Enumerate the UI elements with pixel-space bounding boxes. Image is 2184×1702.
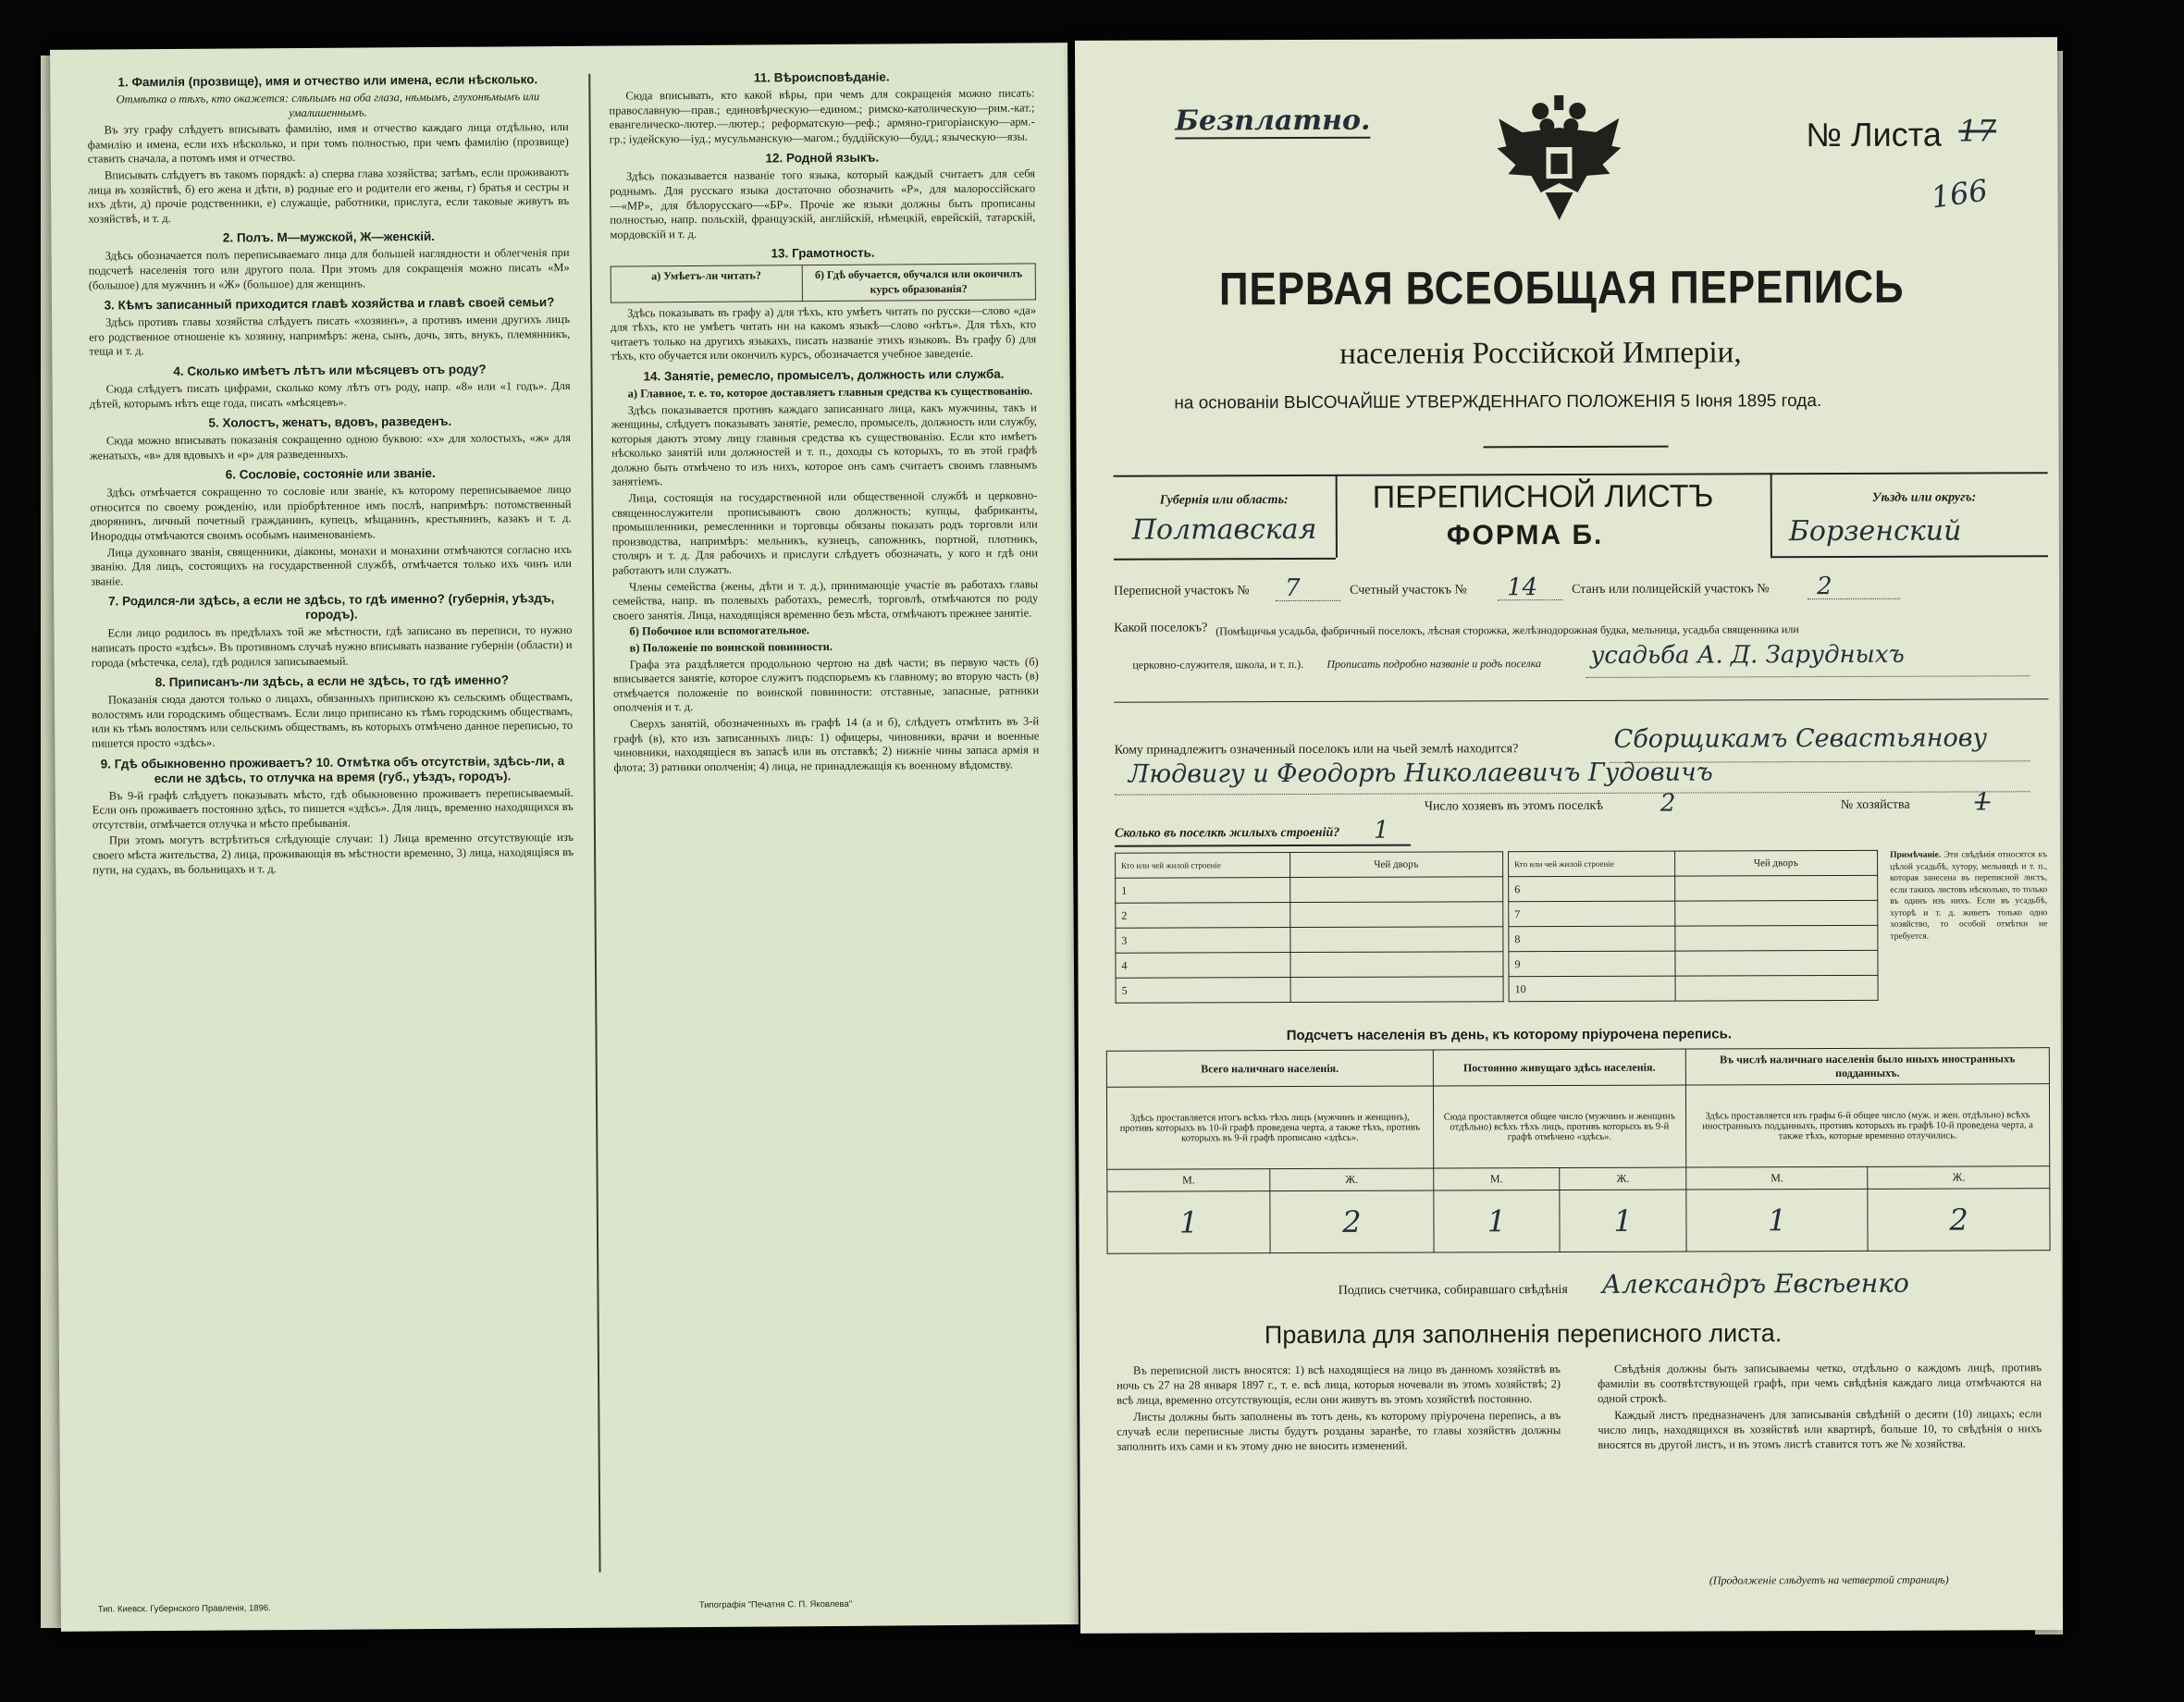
section-heading: 3. Кѣмъ записанный приходится главѣ хозяйства и главѣ своей семьи? — [104, 295, 555, 313]
rule — [1114, 558, 1336, 560]
paragraph: При этомъ могутъ встрѣтиться слѣдующіе случаи: 1) Лица временно отсутствующіе изъ своего мѣста жительства, 2) лица, проживающія въ мѣстности временно, 3) лица, находящіяся въ пути, на судахъ, въ больницахъ и т. д. — [93, 831, 574, 877]
rules-column-2 — [1598, 1360, 2042, 1454]
paragraph: Сюда слѣдуетъ писать цифрами, сколько кому лѣтъ отъ роду, напр. «8» или «1 годъ». Для дѣтей, которымъ нѣтъ еще года, писать «мѣсяцевъ». — [89, 378, 571, 411]
rule — [1336, 475, 1338, 558]
tally-col1-text: Здѣсь проставляется итогъ всѣхъ тѣхъ лицъ (мужчинъ и женщинъ), противъ которыхъ въ 10-й графѣ проведена черта, а также тѣхъ, противъ которыхъ въ 9-й графѣ прописано «здѣсь». — [1106, 1086, 1433, 1169]
tally-col3-text: Здѣсь проставляется изъ графы 6-й общее число (муж. и жен. отдѣльно) всѣхъ иностранныхъ подданныхъ, противъ которыхъ въ графѣ 10-й проведена черта, а также тѣхъ, которые временно отлучились. — [1685, 1084, 2049, 1167]
fill-line — [1115, 791, 2030, 795]
sheet-number-value: 17 — [1958, 113, 1997, 149]
table-row: 6 — [1509, 876, 1675, 902]
tally-title: Подсчетъ населенія въ день, къ которому пріурочена перепись. — [1286, 1026, 1733, 1044]
rule — [1115, 845, 1411, 847]
paragraph: Здѣсь показывается названіе того языка, который каждый считаетъ для себя роднымъ. Для русскаго языка достаточно обозначить «Р», для малороссійскаго—«МР», для бѣлорусскаго—«БР». Прочіе же языки должны быть прописаны полностью, напр. польскій, французскій, англійскій, нѣмецкій, еврейскій, татарскій, мордовскій и т. д. — [610, 166, 1036, 241]
paragraph: в) Положеніе по воинской повинности. — [629, 639, 833, 655]
remark-box — [1890, 849, 2047, 943]
rule — [1771, 473, 1772, 556]
paragraph: Здѣсь показывается противъ каждаго записаннаго лица, какъ мужчины, такъ и женщины, слѣдуетъ показывать занятіе, ремесло, промыселъ, должность или службу, которыя даютъ этому лицу главныя средства къ существованію. Если кто имѣетъ нѣсколько занятій или должностей и т. п., доходы съ которыхъ, то въ этой графѣ должно быть отмѣчено то изъ нихъ, которое онъ самъ считаетъ своимъ главнымъ занятіемъ. — [611, 400, 1038, 489]
paragraph: Показанія сюда даются только о лицахъ, обязанныхъ припискою къ сельскимъ обществамъ, волостямъ или городскимъ обществамъ. Если лицо приписано къ тѣмъ городскимъ обществамъ, или къ тѣмъ волостямъ или сельскимъ обществамъ, въ которыхъ отмѣчено данное переписью, то пишется просто «здѣсь». — [92, 690, 574, 750]
section-heading: 8. Приписанъ-ли здѣсь, а если не здѣсь, то гдѣ именно? — [154, 672, 509, 690]
signature-value: Александръ Евсѣенко — [1601, 1267, 1909, 1300]
male-label: М. — [1433, 1168, 1560, 1190]
table-header: Кто или чей жилой строеніе — [1509, 851, 1675, 877]
continued-note: (Продолженіе слѣдуетъ на четвертой страницѣ) — [1709, 1572, 1949, 1587]
paragraph: Въ эту графу слѣдуетъ вписывать фамилію, имя и отчество каждаго лица отдѣльно, или фамилію и имена, если ихъ нѣсколько, и при томъ полностью, при чемъ фамилію (прозвище) ставить сначала, а потомъ имя и отчество. — [87, 120, 569, 166]
table-header: Чей дворъ — [1674, 850, 1878, 876]
right-page — [1075, 37, 2063, 1634]
printer-imprint-left: Тип. Киевск. Губернского Правленія, 1896. — [97, 1603, 271, 1615]
tally-value: 2 — [1270, 1190, 1434, 1253]
female-label: Ж. — [1560, 1167, 1686, 1190]
settlement-hint: (Помѣщичья усадьба, фабричный поселокъ, лѣсная сторожка, желѣзнодорожная будка, мельница, усадьба священника или — [1215, 623, 1799, 638]
table-cell — [1289, 877, 1503, 903]
table-row: 4 — [1116, 953, 1290, 979]
tally-col2-text: Сюда проставляется общее число (мужчинъ и женщинъ отдѣльно) всѣхъ тѣхъ лицъ, противъ которыхъ въ 9-й графѣ отмѣчено «здѣсь». — [1433, 1085, 1686, 1168]
paragraph: Сюда можно вписывать показанія сокращенно одною буквою: «х» для холостыхъ, «ж» для женатыхъ, «в» для вдовыхъ и «р» для разведенныхъ. — [90, 431, 572, 462]
rule — [1114, 698, 2048, 703]
rule — [1771, 555, 2048, 558]
rules-title: Правила для заполненія переписного листа. — [1264, 1319, 1783, 1350]
paragraph: Сюда вписывать, кто какой вѣры, при чемъ для сокращенія можно писать: православную—прав.; единовѣрческую—едином.; римско-католическую—рим.-кат.; евангелическо-лютер.—лютер.; реформатскую—реф.; армяно-григоріанскую—арм.-гр.; іудейскую—іуд.; мусульманскую—магом.; буддійскую—будд.; языческую—язы. — [609, 86, 1035, 146]
paragraph: Если лицо родилось въ предѣлахъ той же мѣстности, гдѣ записано въ переписи, то нужно написать просто «здѣсь». Въ противномъ случаѣ нужно вписывать название губерніи (области) и города (мѣстечка, села), гдѣ родился записываемый. — [91, 623, 573, 670]
owner-value-1: Сборщикамъ Севастьянову — [1613, 723, 1988, 754]
census-section-value: 7 — [1285, 574, 1301, 603]
owner-value-2: Людвигу и Феодорѣ Николаевичъ Гудовичъ — [1128, 758, 1713, 789]
fill-line — [1808, 598, 1900, 599]
imperial-eagle-emblem — [1489, 91, 1629, 230]
section-note: Отмѣтка о тѣхъ, кто окажется: слѣпымъ на оба глаза, нѣмымъ, глухонѣмымъ или умалишеннымъ. — [116, 90, 540, 119]
table-cell — [1289, 927, 1503, 953]
paragraph: Свѣдѣнія должны быть записываемы четко, отдѣльно о каждомъ лицѣ, противъ фамиліи въ соотвѣтствующей графѣ, при чемъ свѣдѣнія каждаго лица отмѣчаются на одной строкѣ. — [1598, 1361, 2042, 1405]
fill-line — [1586, 675, 2030, 678]
district-value: Борзенский — [1788, 514, 1962, 549]
census-section-label: Переписной участокъ № — [1114, 584, 1250, 598]
tally-value: 1 — [1560, 1190, 1686, 1252]
counting-section-label: Счетный участокъ № — [1350, 583, 1467, 598]
settlement-hint-2: церковно-служителя, школа, и т. п.). — [1132, 658, 1304, 672]
police-section-label: Станъ или полицейскій участокъ № — [1572, 582, 1770, 597]
rules-column-1 — [1117, 1362, 1561, 1456]
tally-value: 1 — [1107, 1191, 1271, 1254]
table-header: Кто или чей жилой строеніе — [1116, 853, 1290, 879]
paragraph: Лица, состоящія на государственной или общественной службѣ и церковно-священнослужители прописываютъ свою должность; купцы, фабриканты, промышленники, ремесленники и торговцы обязаны показать родъ торговли или производства, напримѣръ: мельникъ, кузнецъ, сапожникъ, портной, плотникъ, столяръ и т. д. Для рабочихъ и прислуги слѣдуетъ обозначать, у кого и гдѣ они работаютъ или служатъ. — [611, 488, 1038, 577]
printer-imprint-mid: Типографія "Печатня С. П. Яковлева" — [698, 1598, 853, 1611]
paragraph: Каждый листъ предназначенъ для записыванія свѣдѣній о десяти (10) лицахъ; если число лицъ, находящихся въ хозяйствѣ или квартирѣ, больше 10, то свѣдѣнія о нихъ вносятся въ другой листъ, и въ этомъ листѣ ставится тотъ же № хозяйства. — [1598, 1407, 2042, 1451]
paragraph: Листы должны быть заполнены въ тотъ день, къ которому пріурочена перепись, а въ случаѣ если переписные листы будутъ розданы заранѣе, то главы хозяйствъ должны заполнить ихъ сами и къ этому дню не вносить изменений. — [1117, 1409, 1561, 1453]
paragraph: Лица духовнаго званія, священники, діаконы, монахи и монахини отмѣчаются согласно ихъ званію. Для лицъ, состоящихъ на государственной службѣ, отмѣчается только ихъ чинъ или званіе. — [90, 542, 572, 588]
signature-label: Подпись счетчика, собиравшаго свѣдѣнія — [1338, 1283, 1568, 1298]
household-number-value: 1 — [1974, 788, 1991, 817]
tally-value: 1 — [1433, 1190, 1560, 1252]
table-row: 9 — [1509, 951, 1675, 977]
section-heading: 4. Сколько имѣетъ лѣтъ или мѣсяцевъ отъ роду? — [173, 362, 487, 378]
paragraph: Графа эта раздѣляется продольною чертою на двѣ части; въ первую часть (б) вписывается занятіе, которое служитъ подспорьемъ къ главному; во вторую часть (в) отмѣчается положеніе по воинской повинности: отставные, запасные, ратники ополченія и т. д. — [612, 655, 1039, 715]
table-cell — [1674, 900, 1878, 926]
section-heading: 2. Полъ. М—мужской, Ж—женскій. — [222, 229, 436, 245]
table-row: 10 — [1509, 976, 1675, 1002]
owner-label: Кому принадлежитъ означенный поселокъ или на чьей землѣ находится? — [1114, 742, 1519, 758]
police-section-value: 2 — [1817, 573, 1832, 601]
female-label: Ж. — [1868, 1166, 2050, 1190]
paragraph: Члены семейства (жены, дѣти и т. д.), принимающіе участіе въ работахъ главы семейства, напр. въ полевыхъ работахъ, ремеслѣ, торговлѣ, отмѣчаются по роду своего занятія. Лица, находящіяся временно безъ мѣста, отмѣчаютъ прежнее занятіе. — [612, 577, 1039, 623]
section-heading: 13. Грамотность. — [771, 245, 875, 261]
household-number-label: № хозяйства — [1840, 797, 1910, 812]
table-cell — [1289, 902, 1503, 928]
dwellings-table-left — [1115, 851, 1504, 1003]
male-label: М. — [1107, 1169, 1270, 1192]
form-subtitle: ФОРМА Б. — [1446, 519, 1604, 551]
province-value: Полтавская — [1131, 512, 1317, 547]
district-label: Уѣздъ или округъ: — [1871, 490, 1977, 505]
literacy-col-b: б) Гдѣ обучается, обучался или окончилъ курсъ образованія? — [802, 264, 1036, 301]
table-row: 3 — [1116, 928, 1290, 954]
census-subtitle: населенія Россійской Имперіи, — [1339, 336, 1742, 371]
section-heading: 12. Родной языкъ. — [765, 150, 880, 166]
table-row: 7 — [1509, 901, 1675, 927]
literacy-subtable — [611, 264, 1036, 302]
tally-value: 2 — [1868, 1189, 2050, 1252]
paragraph: Здѣсь показывать въ графу а) для тѣхъ, кто умѣетъ читать по русски—слово «да» для тѣхъ, кто не умѣетъ читать ни на какомъ языкѣ—слово «нѣтъ». Для тѣхъ, кто читаетъ только на другихъ языкахъ, писать названіе этихъ языковъ. Въ графу б) для тѣхъ, кто обучается или окончилъ курсъ, обозначается учебное заведеніе. — [611, 302, 1037, 363]
tally-col1-head: Всего наличнаго населенія. — [1106, 1050, 1433, 1087]
table-row: 2 — [1116, 903, 1290, 929]
table-row: 1 — [1116, 878, 1290, 904]
households-value: 2 — [1660, 789, 1676, 818]
paragraph: Здѣсь противъ главы хозяйства слѣдуетъ писать «хозяинъ», а противъ имени другихъ лицъ его родственное отношеніе къ хозяину, напримѣръ: жена, сынъ, дочь, зять, внукъ, племянникъ, теща и т. д. — [89, 313, 571, 358]
paragraph: Въ переписной листъ вносятся: 1) всѣ находящіеся на лицо въ данномъ хозяйствѣ въ ночь съ 27 на 28 января 1897 г., т. е. всѣ лица, которыя ночевали въ этомъ хозяйствѣ; 2) всѣ лица, временно отсутствующія, если они живутъ въ этомъ хозяйствѣ постоянно. — [1117, 1363, 1561, 1407]
left-column-2 — [609, 63, 1039, 777]
section-heading: 11. Вѣроисповѣданіе. — [753, 69, 890, 85]
male-label: М. — [1686, 1166, 1869, 1190]
remark-text: Эти свѣдѣнія относятся къ цѣлой усадьбѣ, хутору, мельницѣ и т. п., которая занесена въ переписной листъ, если такихъ листовъ нѣсколько, то только въ одинъ изъ нихъ. Если въ усадьбѣ, хуторѣ и т. д. живетъ только одно хозяйство, то особой отмѣтки не требуется. — [1890, 850, 2048, 942]
fill-line — [1276, 600, 1340, 601]
paragraph: б) Побочное или вспомогательное. — [629, 623, 810, 638]
left-page — [50, 43, 1079, 1632]
table-cell — [1290, 977, 1504, 1003]
table-cell — [1289, 952, 1503, 978]
dwellings-label: Сколько въ поселкѣ жилыхъ строеній? — [1114, 825, 1340, 841]
province-label: Губернія или область: — [1159, 493, 1289, 508]
paragraph: Вписывать слѣдуетъ въ такомъ порядкѣ: а) сперва глава хозяйства; затѣмъ, если проживаютъ лица въ хозяйствѣ, б) его жена и дѣти, в) родные его и родители его жены, г) братья и сестры и ихъ дѣти, д) прочіе родственники, е) служащіе, работники, прислуга, если таковые живутъ въ хозяйствѣ, и т. д. — [88, 165, 570, 226]
tally-value: 1 — [1686, 1189, 1869, 1252]
tally-col3-head: Въ числѣ наличнаго населенія было иныхъ иностранныхъ подданныхъ. — [1685, 1048, 2049, 1085]
population-tally-table — [1106, 1047, 2051, 1254]
paragraph: Здѣсь обозначается полъ переписываемаго лица для большей наглядности и облегченія при подсчетѣ населенія того или другого пола. При этомъ для сокращенія можно писать «М» (большое) для мужчинъ и «Ж» (большое) для женщинъ. — [88, 246, 570, 292]
paragraph: а) Главное, т. е. то, которое доставляетъ главныя средства къ существованію. — [627, 384, 1033, 401]
table-cell — [1674, 925, 1878, 951]
census-basis: на основаніи ВЫСОЧАЙШЕ УТВЕРЖДЕННАГО ПОЛОЖЕНІЯ 5 Іюня 1895 года. — [1174, 391, 1822, 413]
left-column-1 — [87, 67, 574, 880]
female-label: Ж. — [1270, 1168, 1433, 1191]
literacy-col-a: а) Умѣетъ-ли читать? — [611, 265, 802, 302]
census-title: ПЕРВАЯ ВСЕОБЩАЯ ПЕРЕПИСЬ — [1218, 260, 1905, 315]
settlement-hint-3: Прописать подробно названіе и родъ поселка — [1326, 657, 1542, 671]
table-cell — [1674, 875, 1878, 901]
table-cell — [1674, 950, 1878, 976]
paragraph: Сверхъ занятій, обозначенныхъ въ графѣ 14 (а и б), слѣдуетъ отмѣтить въ 3-й графѣ (в), кто изъ записанныхъ лицъ: 1) офицеры, чиновники, врачи и военные чиновники, находящіеся въ запасѣ или въ отставкѣ; 2) нижніе чины запаса армія и флота; 3) ратники ополченія; 4) лица, не принадлежащія къ военному вѣдомству. — [613, 714, 1040, 774]
settlement-label: Какой поселокъ? — [1114, 621, 1208, 635]
rule — [1114, 472, 2048, 476]
paragraph: Здѣсь отмѣчается сокращенно то сословіе или званіе, къ которому переписываемое лицо относится по своему рожденію, или пріобрѣтенное имъ послѣ, напримѣръ: потомственный дворянинъ, личный почетный гражданинъ, купецъ, мѣщанинъ, крестьянинъ, казакъ и т. д. Инородцы отмѣчаются своимъ особымъ наименованіемъ. — [90, 483, 572, 543]
dwellings-table-right — [1508, 850, 1879, 1002]
section-heading: 5. Холостъ, женатъ, вдовъ, разведенъ. — [208, 413, 452, 430]
section-heading: 9. Гдѣ обыкновенно проживаетъ? 10. Отмѣтка объ отсутствіи, здѣсь-ли, а если не здѣсь, то отлучка на время (губ., уѣздъ, городъ). — [100, 753, 565, 785]
settlement-value: усадьба А. Д. Зарудныхъ — [1590, 640, 1905, 670]
fill-line — [1498, 599, 1562, 600]
table-row: 5 — [1116, 978, 1290, 1004]
section-heading: 6. Сословіе, состояніе или званіе. — [225, 466, 436, 482]
title-rule — [1484, 446, 1669, 448]
table-header: Чей дворъ — [1289, 852, 1503, 878]
households-label: Число хозяевъ въ этомъ поселкѣ — [1424, 798, 1603, 814]
table-cell — [1675, 975, 1879, 1001]
section-heading: 7. Родился-ли здѣсь, а если не здѣсь, то гдѣ именно? (губернія, уѣздъ, городъ). — [108, 591, 555, 623]
sheet-number-label: № Листа — [1806, 115, 1942, 154]
tally-col2-head: Постоянно живущаго здѣсь населенія. — [1433, 1049, 1686, 1086]
paragraph: Въ 9-й графѣ слѣдуетъ показывать мѣсто, гдѣ обыкновенно проживаетъ переписываемый. Если онъ проживаетъ постоянно здѣсь, то пишется «здѣсь». Для лицъ, временно находящихся въ отсутствіи, отмѣчается отлучка и мѣсто пребыванія. — [92, 785, 574, 832]
counting-section-value: 14 — [1507, 574, 1538, 602]
remark-heading: Примѣчаніе. — [1890, 850, 1942, 860]
section-heading: 14. Занятіе, ремесло, промыселъ, должность или служба. — [643, 366, 1005, 384]
form-title: ПЕРЕПИСНОЙ ЛИСТЪ — [1372, 478, 1714, 515]
column-divider — [588, 74, 600, 1572]
free-label: Безплатно. — [1175, 104, 1371, 138]
table-row: 8 — [1509, 926, 1675, 952]
archive-number: 166 — [1929, 172, 1991, 216]
section-heading: 1. Фамилія (прозвище), имя и отчество или имена, если нѣсколько. — [117, 72, 538, 90]
dwellings-value: 1 — [1373, 816, 1389, 845]
